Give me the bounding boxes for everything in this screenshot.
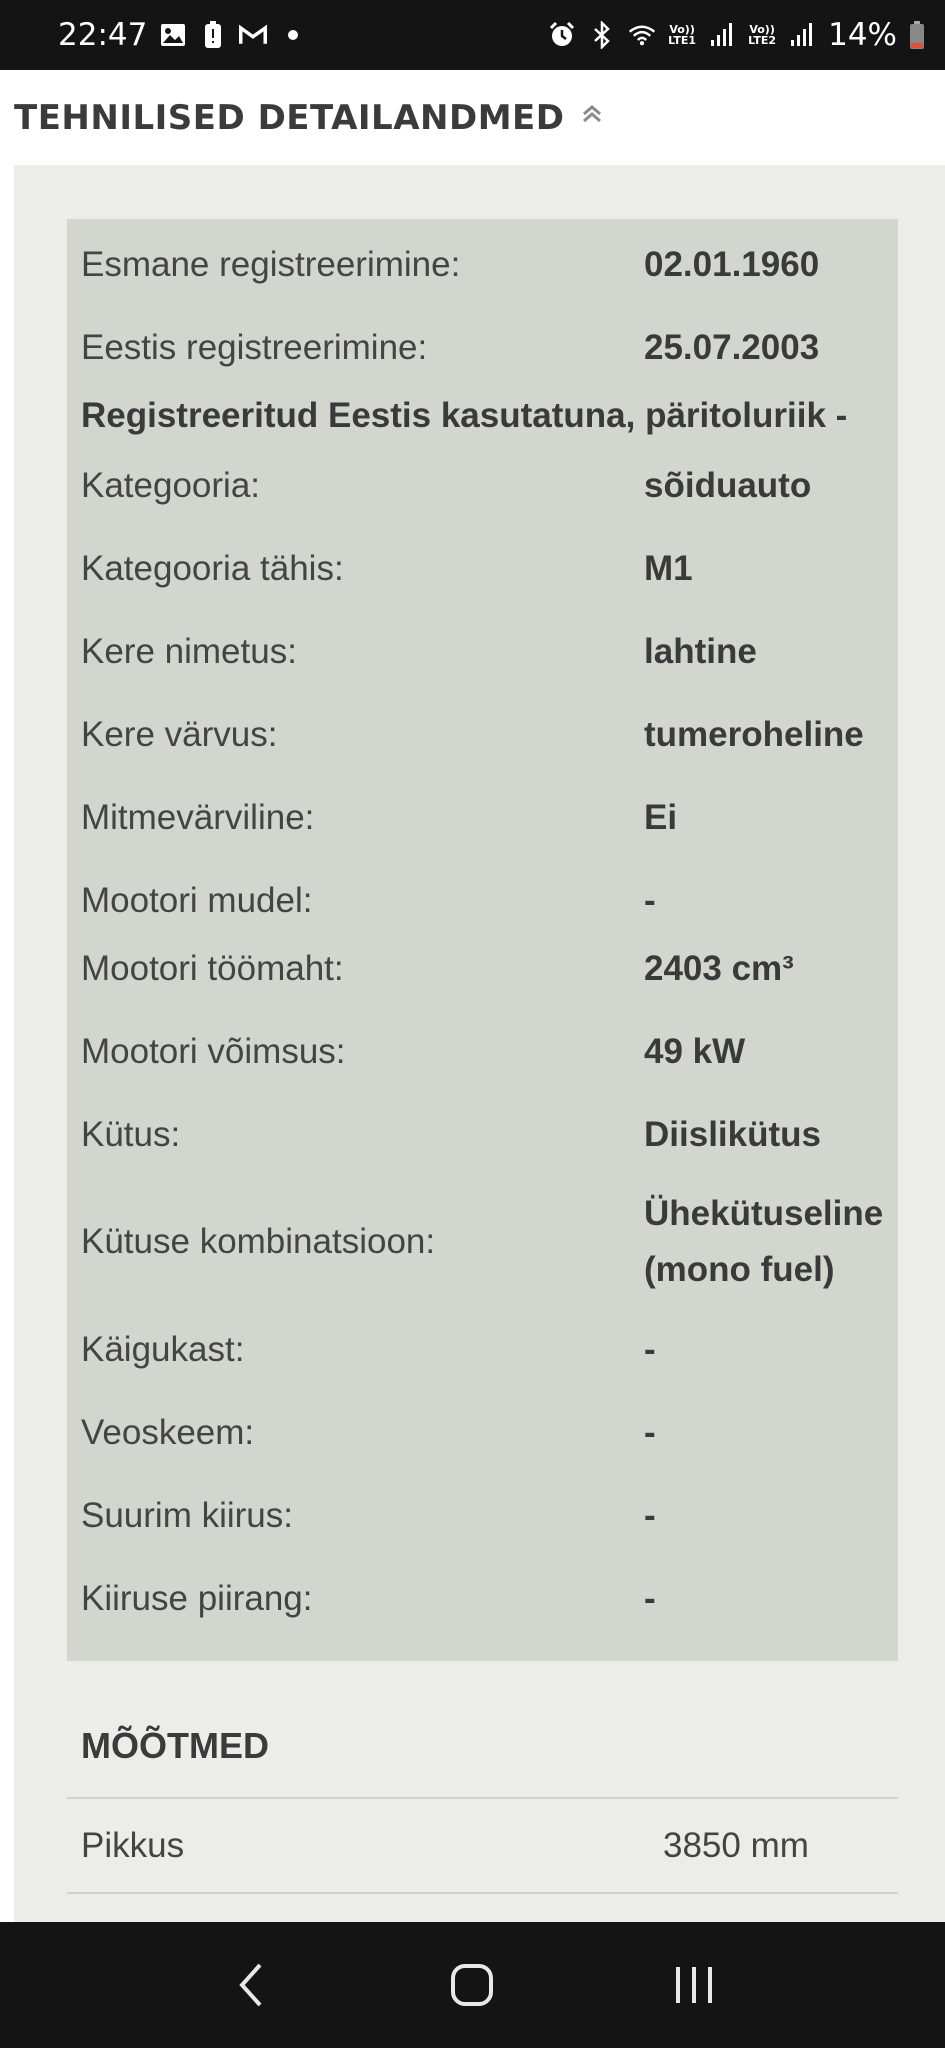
spec-row (67, 310, 898, 386)
gmail-icon (239, 21, 267, 49)
spec-value: 2403 cm³ (644, 949, 794, 988)
spec-row (67, 1395, 898, 1471)
spec-label: Suurim kiirus: (81, 1496, 293, 1535)
dimension-label: Pikkus (81, 1826, 185, 1865)
battery-icon (909, 21, 925, 49)
status-bar-right (548, 17, 925, 53)
spec-row (67, 531, 898, 607)
spec-label: Kütus: (81, 1115, 181, 1154)
spec-value: 49 kW (644, 1032, 746, 1071)
battery-saver-icon (199, 21, 227, 49)
spec-label: Kere nimetus: (81, 632, 297, 671)
spec-label: Esmane registreerimine: (81, 245, 461, 284)
chevron-double-up-icon[interactable] (580, 102, 604, 126)
spec-value: lahtine (644, 632, 757, 671)
spec-label: Kategooria: (81, 466, 261, 505)
spec-value: - (644, 1413, 656, 1452)
dimension-row (67, 1798, 898, 1893)
spec-value-line1: Ühekütuseline (644, 1194, 884, 1233)
status-bar (0, 0, 945, 70)
sim2-label: Vo)) LTE2 (748, 23, 777, 47)
spec-label: Veoskeem: (81, 1413, 255, 1452)
page-title: TEHNILISED DETAILANDMED (14, 97, 565, 138)
spec-label: Mitmevärviline: (81, 798, 315, 837)
spec-label: Käigukast: (81, 1330, 245, 1369)
spec-row (67, 448, 898, 524)
spec-value: - (644, 1579, 656, 1618)
spec-label: Kategooria tähis: (81, 549, 344, 588)
spec-label: Eestis registreerimine: (81, 328, 428, 367)
spec-label: Kütuse kombinatsioon: (81, 1222, 436, 1261)
dot-icon (279, 21, 307, 49)
signal-icon (708, 21, 736, 49)
spec-row-origin (67, 385, 898, 447)
spec-value-line2: (mono fuel) (644, 1250, 835, 1289)
spec-value: Diislikütus (644, 1115, 821, 1154)
spec-row (67, 1014, 898, 1090)
battery-percent: 14% (828, 17, 897, 53)
spec-row (67, 931, 898, 1007)
image-icon (159, 21, 187, 49)
spec-value: Ei (644, 798, 678, 837)
spec-label: Kere värvus: (81, 715, 278, 754)
spec-row (67, 614, 898, 690)
spec-row (67, 1478, 898, 1554)
spec-row (67, 1097, 898, 1173)
spec-origin-text: Registreeritud Eestis kasutatuna, päritoluriik - (81, 396, 848, 435)
spec-value: - (644, 1330, 656, 1369)
status-bar-left (58, 17, 307, 53)
alarm-icon (548, 21, 576, 49)
home-icon[interactable] (442, 1955, 502, 2015)
spec-label: Mootori mudel: (81, 881, 313, 920)
bluetooth-icon (588, 21, 616, 49)
spec-table (67, 219, 898, 1661)
status-time: 22:47 (58, 17, 148, 53)
spec-row (67, 697, 898, 773)
signal-icon (788, 21, 816, 49)
system-nav-bar (0, 1922, 945, 2048)
wifi-icon (628, 21, 656, 49)
spec-value: tumeroheline (644, 715, 864, 754)
spec-label: Mootori töömaht: (81, 949, 344, 988)
spec-row (67, 227, 898, 303)
spec-row (67, 863, 898, 939)
spec-label: Mootori võimsus: (81, 1032, 346, 1071)
back-icon[interactable] (221, 1955, 281, 2015)
spec-label: Kiiruse piirang: (81, 1579, 313, 1618)
spec-row-multiline (67, 1183, 898, 1301)
spec-row (67, 780, 898, 856)
spec-row (67, 1561, 898, 1637)
sim1-label: Vo)) LTE1 (668, 23, 697, 47)
spec-value: - (644, 1496, 656, 1535)
spec-value: M1 (644, 549, 693, 588)
spec-value: 25.07.2003 (644, 328, 820, 367)
divider (67, 1892, 898, 1894)
spec-value: sõiduauto (644, 466, 812, 505)
dimension-value: 3850 mm (663, 1826, 809, 1865)
details-panel (14, 165, 945, 1922)
spec-value: 02.01.1960 (644, 245, 820, 284)
spec-value-multiline (644, 1186, 883, 1298)
recents-icon[interactable] (664, 1955, 724, 2015)
spec-value: - (644, 881, 656, 920)
page-header (0, 70, 945, 165)
spec-row (67, 1312, 898, 1388)
dimensions-title: MÕÕTMED (81, 1725, 269, 1766)
